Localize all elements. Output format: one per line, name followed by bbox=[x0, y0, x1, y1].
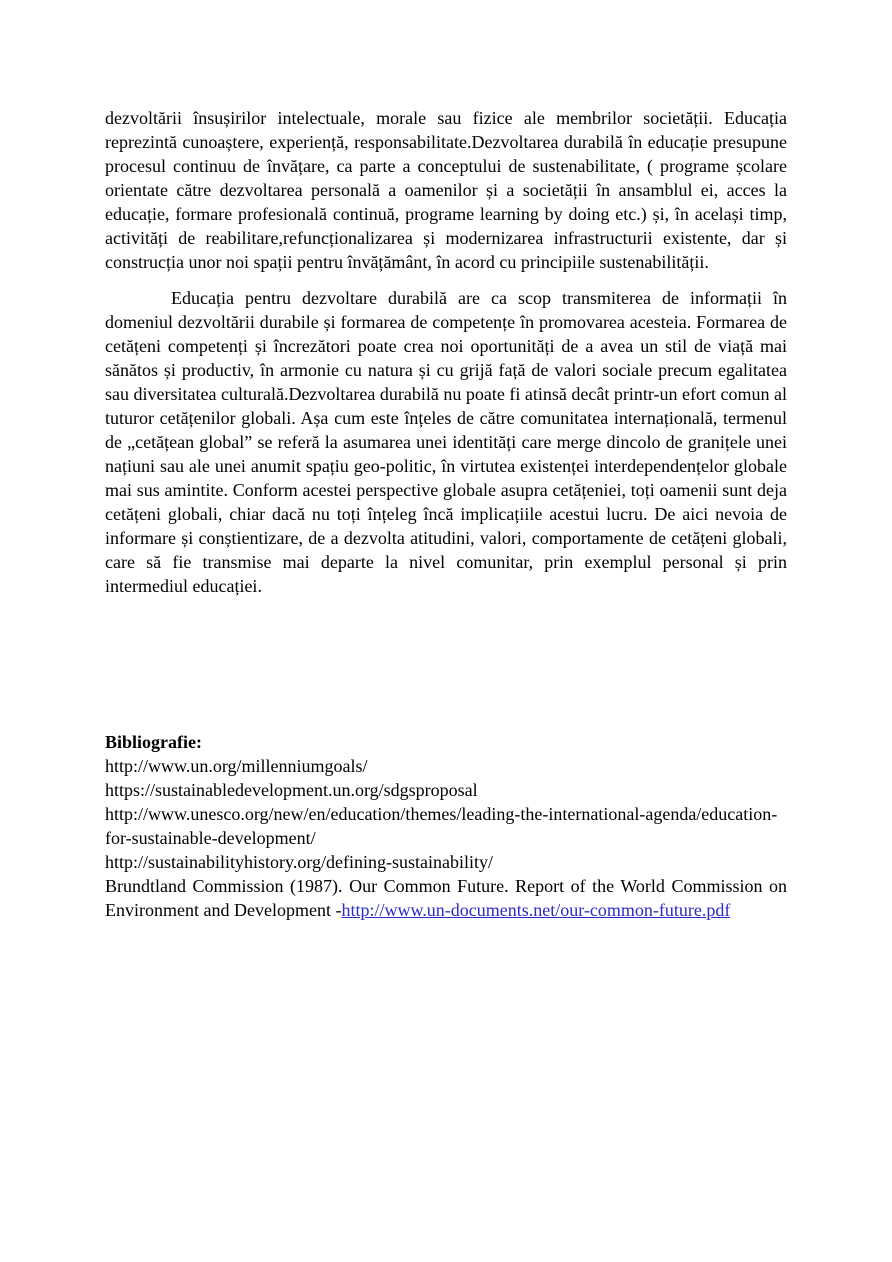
bibliography-url-sustainabilityhistory: http://sustainabilityhistory.org/defining-sustainability/ bbox=[105, 852, 493, 872]
paragraph-education-sustainable-development: Educația pentru dezvoltare durabilă are ca scop transmiterea de informații în domeniul dezvoltării durabile și formarea de competențe în promovarea acesteia. Formarea de cetățeni competenți și încrezători poate crea noi oportunități de a avea un stil de viață mai sănătos și productiv, în armonie cu natura și cu grijă față de valori sociale precum egalitatea sau diversitatea culturală.Dezvoltarea durabilă nu poate fi atinsă decât printr-un efort comun al tuturor cetățenilor globali. Așa cum este înțeles de către comunitatea internațională, termenul de „cetățean global” se referă la asumarea unei identități care merge dincolo de granițele unei națiuni sau ale unei anumit spațiu geo-politic, în virtutea existenței interdependențelor globale mai sus amintite. Conform acestei perspective globale asupra cetățeniei, toți oamenii sunt deja cetățeni globali, chiar dacă nu toți înțeleg încă implicațiile acestui lucru. De aici nevoia de informare și conștientizare, de a dezvolta atitudini, valori, comportamente de cetățeni globali, care să fie transmise mai departe la nivel comunitar, prin exemplul personal și prin intermediul educației. bbox=[105, 288, 787, 596]
reference-hyperlink[interactable]: http://www.un-documents.net/our-common-future.pdf bbox=[341, 900, 731, 920]
bibliography-reference-brundtland bbox=[105, 874, 787, 922]
paragraph-education-continuation: dezvoltării însușirilor intelectuale, morale sau fizice ale membrilor societății. Educația reprezintă cunoaștere, experiență, responsabilitate.Dezvoltarea durabilă în educație presupune procesul continuu de învățare, ca parte a conceptului de sustenabilitate, ( programe școlare orientate către dezvoltarea personală a oamenilor și a societății în ansamblul ei, acces la educație, formare profesională continuă, programe learning by doing etc.) și, în același timp, activități de reabilitare,refuncționalizarea și modernizarea infrastructurii existente, dar și construcția unor noi spații pentru învățământ, în acord cu principiile sustenabilității. bbox=[105, 108, 787, 272]
bibliography-url-un-millenniumgoals: http://www.un.org/millenniumgoals/ bbox=[105, 756, 368, 776]
reference-text: Brundtland Commission (1987). Our Common Future. Report of the World Commission on Environment and Development - bbox=[105, 876, 787, 920]
bibliography-url-sustainabledevelopment: https://sustainabledevelopment.un.org/sdgsproposal bbox=[105, 780, 478, 800]
bibliography-section bbox=[105, 730, 787, 922]
bibliography-url-unesco: http://www.unesco.org/new/en/education/themes/leading-the-international-agenda/education-for-sustainable-development/ bbox=[105, 804, 778, 848]
bibliography-heading: Bibliografie: bbox=[105, 732, 202, 752]
